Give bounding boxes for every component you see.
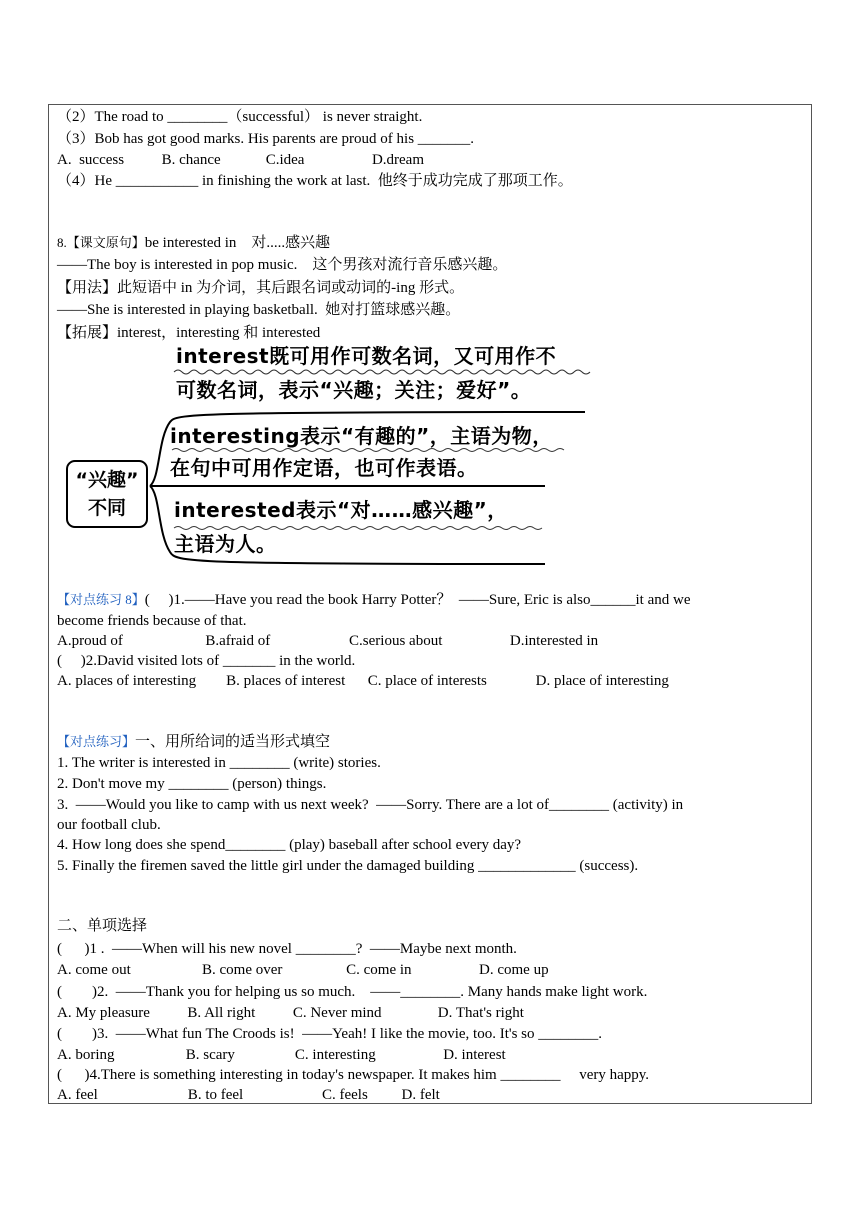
exercise-options: A. success B. chance C.idea D.dream (57, 152, 425, 168)
practice-title: 一、用所给词的适当形式填空 (135, 734, 331, 750)
practice8-q1-cont: become friends because of that. (57, 613, 247, 629)
usage-text: 此短语中 in 为介词，其后跟名词或动词的-ing 形式。 (117, 280, 465, 296)
practice-item: 2. Don't move my ________ (person) things. (57, 776, 327, 792)
usage-tag: 【用法】 (57, 280, 118, 296)
practice8-q1 (57, 591, 690, 609)
diagram-interested-line1: interested表示“对……感兴趣”， (174, 498, 508, 522)
example-sentence-1: ——The boy is interested in pop music. 这个男孩对流行音乐感兴趣。 (57, 257, 508, 273)
section-headline: be interested in 对.....感兴趣 (144, 235, 331, 251)
expand-text: interest，interesting 和 interested (117, 325, 321, 341)
practice8-tag: 【对点练习 8】 (57, 592, 145, 607)
section-number: 8. (57, 235, 67, 250)
example-sentence-2: ——She is interested in playing basketball. 她对打篮球感兴趣。 (57, 302, 461, 318)
practice-heading (57, 733, 330, 751)
part2-question: ( )4.There is something interesting in today's newspaper. It makes him ________ very happy. (57, 1067, 650, 1083)
diagram-interesting-line1: interesting表示“有趣的”，主语为物， (170, 424, 553, 448)
diagram-interest-line1: interest既可用作可数名词，又可用作不 (176, 344, 557, 368)
part2-options: A. feel B. to feel C. feels D. felt (57, 1087, 440, 1103)
practice8-q2-options: A. places of interesting B. places of interest C. place of interests D. place of interesting (57, 673, 669, 689)
diagram-interesting-line2: 在句中可用作定语，也可作表语。 (170, 456, 478, 480)
exercise-line-4: （4）He ___________ in finishing the work at last. 他终于成功完成了那项工作。 (57, 173, 573, 189)
practice-item: 4. How long does she spend________ (play) baseball after school every day? (57, 837, 522, 853)
section-8-heading (57, 234, 330, 252)
part2-question: ( )3. ——What fun The Croods is! ——Yeah! I like the movie, too. It's so ________. (57, 1026, 603, 1042)
practice8-q1-text: ( )1.——Have you read the book Harry Potter？ ——Sure, Eric is also______it and we (144, 592, 691, 608)
usage-note (57, 279, 464, 297)
practice-item: 3. ——Would you like to camp with us next week? ——Sorry. There are a lot of________ (activity) in (57, 797, 684, 813)
practice-item: 5. Finally the firemen saved the little girl under the damaged building _____________ (success). (57, 858, 639, 874)
practice8-q1-options: A.proud of B.afraid of C.serious about D.interested in (57, 633, 599, 649)
part2-question: ( )2. ——Thank you for helping us so much. ——________. Many hands make light work. (57, 984, 648, 1000)
diagram-interested-line2: 主语为人。 (174, 532, 277, 556)
practice-item: our football club. (57, 817, 161, 833)
part2-title: 二、单项选择 (57, 918, 148, 934)
exercise-line-3: （3）Bob has got good marks. His parents are proud of his _______. (57, 131, 475, 147)
diagram-interest-line2: 可数名词，表示“兴趣；关注；爱好”。 (176, 378, 532, 402)
exercise-line-2: （2）The road to ________（successful） is never straight. (57, 109, 423, 125)
section-tag: 【课文原句】 (66, 235, 145, 250)
practice8-q2: ( )2.David visited lots of _______ in the world. (57, 653, 356, 669)
interest-diagram (60, 338, 600, 570)
part2-options: A. come out B. come over C. come in D. come up (57, 962, 549, 978)
diagram-label-line2: 不同 (87, 497, 126, 519)
part2-options: A. My pleasure B. All right C. Never mind D. That's right (57, 1005, 524, 1021)
practice-item: 1. The writer is interested in ________ (write) stories. (57, 755, 381, 771)
expand-tag: 【拓展】 (57, 325, 118, 341)
part2-question: ( )1 . ——When will his new novel ________? ——Maybe next month. (57, 941, 517, 957)
diagram-label-box (66, 460, 148, 528)
part2-options: A. boring B. scary C. interesting D. interest (57, 1047, 506, 1063)
diagram-label-line1: “兴趣” (75, 469, 139, 491)
practice-tag: 【对点练习】 (57, 734, 136, 749)
